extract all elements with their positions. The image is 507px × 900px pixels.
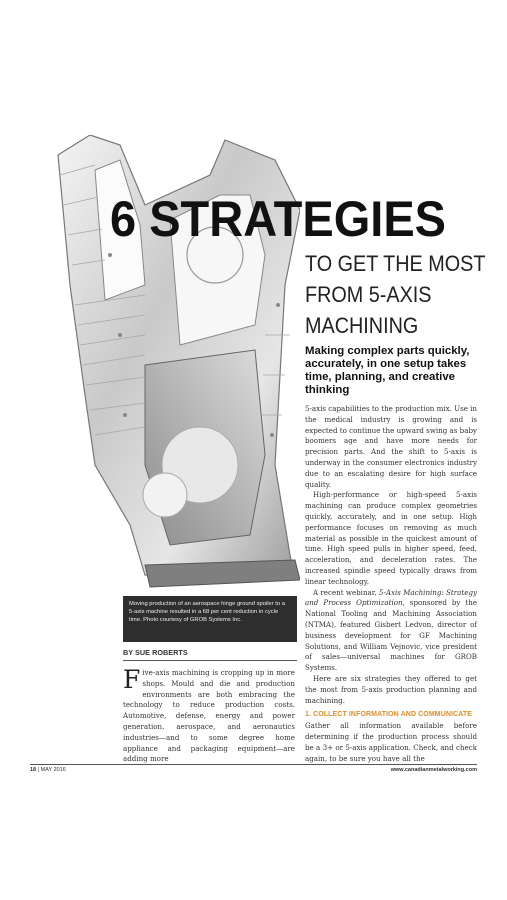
- footer-divider: [30, 764, 477, 765]
- photo-caption: Moving production of an aerospace hinge ground spoiler to a 5-axis machine resulted in a 68 per cent reduction in cycle time. Photo courtesy of GROB Systems Inc.: [123, 596, 297, 642]
- headline-subtitle: [305, 248, 486, 341]
- headline-line: MACHINING: [305, 313, 419, 338]
- article-deck: Making complex parts quickly, accurately, in one setup takes time, planning, and creative thinking: [305, 345, 470, 396]
- body-text: A recent webinar,: [313, 587, 379, 597]
- headline-title: 6 STRATEGIES: [110, 191, 447, 247]
- byline: BY SUE ROBERTS: [123, 648, 297, 661]
- webinar-title: 5-Axis Machining: Strategy and Process Optimization: [305, 587, 477, 608]
- footer-folio: [30, 767, 66, 773]
- body-paragraph: [305, 588, 477, 674]
- footer-url: www.canadianmetalworking.com: [390, 767, 477, 773]
- headline-line: FROM 5-AXIS: [305, 282, 432, 307]
- body-paragraph: Here are six strategies they offered to get the most from 5-axis production planning and machining.: [305, 673, 477, 705]
- body-paragraph: Gather all information available before determining if the production process should be a 3+ or 5-axis application. Check, and check again, to be sure you have all the: [305, 721, 477, 763]
- body-paragraph: High-performance or high-speed 5-axis machining can produce complex geometries quickly, accurately, and in one setup. High performance focuses on removing as much material as possible in the quickest amount of time. High speed pulls in higher speed, feed, acceleration, and deceleration rates. The increased spindle speed typically draws from linear technology.: [305, 490, 477, 586]
- right-column: [305, 404, 477, 764]
- body-paragraph: 5-axis capabilities to the production mix. Use in the medical industry is growing and is expected to continue the upward swing as baby boomers age and have more needs for precision parts. And the shift to 5-axis is underway in the consumer electronics industry due to an escalating desire for high surface quality.: [305, 404, 477, 489]
- left-column: [123, 665, 295, 765]
- headline-line: TO GET THE MOST: [305, 251, 486, 276]
- page-number: 18: [30, 767, 37, 773]
- issue-date: MAY 2016: [40, 767, 66, 773]
- section-heading: 1. COLLECT INFORMATION AND COMMUNICATE: [305, 711, 472, 719]
- body-text: , sponsored by the National Tooling and Machining Association (NTMA), featured Gisbert Ledvon, director of business development for GF Machining Solutions, and William Vejnovic, vice president of sales—universal machines for GROB Systems.: [305, 598, 477, 673]
- body-text: ive-axis machining is cropping up in more shops. Mould and die and production environments are both embracing the technology to reduce production costs. Automotive, defense, energy and power generation, aerospace, and aeronautics industries—and to some degree home appliance and packaging equipment—are adding more: [123, 668, 295, 764]
- body-paragraph: [123, 665, 295, 765]
- folio-separator: |: [37, 767, 41, 773]
- drop-cap: F: [123, 665, 141, 694]
